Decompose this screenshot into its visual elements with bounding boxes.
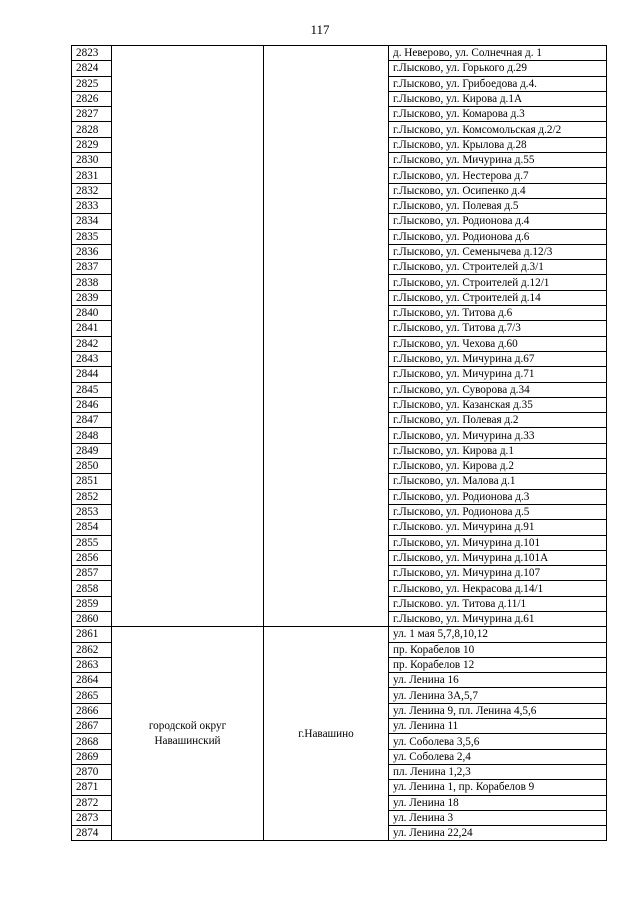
address-table-body bbox=[72, 46, 607, 841]
row-number: 2851 bbox=[72, 474, 112, 489]
row-number: 2853 bbox=[72, 504, 112, 519]
row-number: 2835 bbox=[72, 229, 112, 244]
address-cell: г.Лысково, ул. Строителей д.14 bbox=[389, 290, 607, 305]
address-cell: г.Лысково, ул. Полевая д.5 bbox=[389, 198, 607, 213]
address-cell: ул. Ленина 11 bbox=[389, 719, 607, 734]
address-cell: ул. Ленина 16 bbox=[389, 673, 607, 688]
row-number: 2855 bbox=[72, 535, 112, 550]
row-number: 2838 bbox=[72, 275, 112, 290]
address-cell: д. Неверово, ул. Солнечная д. 1 bbox=[389, 46, 607, 61]
row-number: 2864 bbox=[72, 673, 112, 688]
address-cell: пр. Корабелов 10 bbox=[389, 642, 607, 657]
address-cell: ул. Ленина 3 bbox=[389, 810, 607, 825]
address-cell: г.Лысково, ул. Строителей д.12/1 bbox=[389, 275, 607, 290]
row-number: 2854 bbox=[72, 520, 112, 535]
address-cell: г.Лысково, ул. Строителей д.3/1 bbox=[389, 260, 607, 275]
row-number: 2848 bbox=[72, 428, 112, 443]
row-number: 2836 bbox=[72, 244, 112, 259]
row-number: 2867 bbox=[72, 719, 112, 734]
address-cell: г.Лысково, ул. Мичурина д.107 bbox=[389, 566, 607, 581]
row-number: 2866 bbox=[72, 703, 112, 718]
row-number: 2859 bbox=[72, 596, 112, 611]
row-number: 2826 bbox=[72, 91, 112, 106]
address-cell: г.Лысково, ул. Мичурина д.67 bbox=[389, 351, 607, 366]
row-number: 2823 bbox=[72, 46, 112, 61]
address-cell: г.Лысково, ул. Некрасова д.14/1 bbox=[389, 581, 607, 596]
row-number: 2839 bbox=[72, 290, 112, 305]
row-number: 2849 bbox=[72, 443, 112, 458]
row-number: 2856 bbox=[72, 550, 112, 565]
address-cell: г.Лысково, ул. Казанская д.35 bbox=[389, 397, 607, 412]
district-cell bbox=[112, 46, 264, 627]
address-cell: г.Лысково, ул. Комарова д.3 bbox=[389, 107, 607, 122]
page-number: 117 bbox=[310, 22, 330, 37]
address-cell: г.Лысково, ул. Мичурина д.101 bbox=[389, 535, 607, 550]
row-number: 2869 bbox=[72, 749, 112, 764]
address-cell: г.Лысково, ул. Титова д.6 bbox=[389, 306, 607, 321]
address-cell: ул. Ленина 3А,5,7 bbox=[389, 688, 607, 703]
address-cell: г.Лысково, ул. Родионова д.4 bbox=[389, 214, 607, 229]
row-number: 2865 bbox=[72, 688, 112, 703]
row-number: 2871 bbox=[72, 780, 112, 795]
row-number: 2840 bbox=[72, 306, 112, 321]
address-cell: г.Лысково, ул. Мичурина д.71 bbox=[389, 367, 607, 382]
address-cell: г.Лысково, ул. Горького д.29 bbox=[389, 61, 607, 76]
row-number: 2831 bbox=[72, 168, 112, 183]
address-cell: г.Лысково, ул. Мичурина д.55 bbox=[389, 153, 607, 168]
address-cell: г.Лысково, ул. Чехова д.60 bbox=[389, 336, 607, 351]
district-cell bbox=[112, 627, 264, 841]
settlement-cell: г.Навашино bbox=[264, 627, 389, 841]
row-number: 2850 bbox=[72, 459, 112, 474]
address-cell: ул. Ленина 9, пл. Ленина 4,5,6 bbox=[389, 703, 607, 718]
address-cell: г.Лысково, ул. Суворова д.34 bbox=[389, 382, 607, 397]
row-number: 2858 bbox=[72, 581, 112, 596]
address-cell: ул. Соболева 3,5,6 bbox=[389, 734, 607, 749]
row-number: 2847 bbox=[72, 413, 112, 428]
address-cell: г.Лысково, ул. Кирова д.1 bbox=[389, 443, 607, 458]
row-number: 2852 bbox=[72, 489, 112, 504]
address-table bbox=[71, 45, 607, 841]
address-cell: г.Лысково, ул. Титова д.7/3 bbox=[389, 321, 607, 336]
row-number: 2830 bbox=[72, 153, 112, 168]
row-number: 2860 bbox=[72, 611, 112, 626]
row-number: 2841 bbox=[72, 321, 112, 336]
address-cell: г.Лысково, ул. Мичурина д.101А bbox=[389, 550, 607, 565]
district-name-line: Навашинский bbox=[154, 734, 221, 747]
row-number: 2827 bbox=[72, 107, 112, 122]
address-cell: г.Лысково, ул. Кирова д.1А bbox=[389, 91, 607, 106]
row-number: 2824 bbox=[72, 61, 112, 76]
address-cell: г.Лысково, ул. Мичурина д.61 bbox=[389, 611, 607, 626]
row-number: 2862 bbox=[72, 642, 112, 657]
address-cell: г.Лысково, ул. Малова д.1 bbox=[389, 474, 607, 489]
address-cell: г.Лысково, ул. Осипенко д.4 bbox=[389, 183, 607, 198]
row-number: 2870 bbox=[72, 764, 112, 779]
row-number: 2833 bbox=[72, 198, 112, 213]
address-cell: ул. Ленина 1, пр. Корабелов 9 bbox=[389, 780, 607, 795]
settlement-cell bbox=[264, 46, 389, 627]
address-cell: г.Лысково, ул. Крылова д.28 bbox=[389, 137, 607, 152]
row-number: 2863 bbox=[72, 657, 112, 672]
row-number: 2845 bbox=[72, 382, 112, 397]
row-number: 2832 bbox=[72, 183, 112, 198]
table-row bbox=[72, 46, 607, 61]
address-cell: г.Лысково. ул. Мичурина д.91 bbox=[389, 520, 607, 535]
district-name-line: городской округ bbox=[148, 719, 227, 732]
row-number: 2844 bbox=[72, 367, 112, 382]
row-number: 2825 bbox=[72, 76, 112, 91]
row-number: 2874 bbox=[72, 826, 112, 841]
row-number: 2872 bbox=[72, 795, 112, 810]
row-number: 2868 bbox=[72, 734, 112, 749]
address-cell: г.Лысково, ул. Кирова д.2 bbox=[389, 459, 607, 474]
row-number: 2842 bbox=[72, 336, 112, 351]
row-number: 2828 bbox=[72, 122, 112, 137]
address-cell: ул. Соболева 2,4 bbox=[389, 749, 607, 764]
row-number: 2857 bbox=[72, 566, 112, 581]
address-cell: г.Лысково, ул. Родионова д.3 bbox=[389, 489, 607, 504]
address-cell: г.Лысково, ул. Комсомольская д.2/2 bbox=[389, 122, 607, 137]
row-number: 2846 bbox=[72, 397, 112, 412]
address-cell: г.Лысково, ул. Полевая д.2 bbox=[389, 413, 607, 428]
table-row bbox=[72, 627, 607, 642]
address-cell: г.Лысково, ул. Родионова д.5 bbox=[389, 504, 607, 519]
address-cell: г.Лысково, ул. Мичурина д.33 bbox=[389, 428, 607, 443]
address-cell: ул. Ленина 22,24 bbox=[389, 826, 607, 841]
address-cell: г.Лысково, ул. Нестерова д.7 bbox=[389, 168, 607, 183]
row-number: 2861 bbox=[72, 627, 112, 642]
address-cell: пр. Корабелов 12 bbox=[389, 657, 607, 672]
row-number: 2837 bbox=[72, 260, 112, 275]
address-cell: г.Лысково, ул. Грибоедова д.4. bbox=[389, 76, 607, 91]
row-number: 2873 bbox=[72, 810, 112, 825]
address-cell: г.Лысково, ул. Родионова д.6 bbox=[389, 229, 607, 244]
address-cell: пл. Ленина 1,2,3 bbox=[389, 764, 607, 779]
address-cell: ул. 1 мая 5,7,8,10,12 bbox=[389, 627, 607, 642]
row-number: 2829 bbox=[72, 137, 112, 152]
address-cell: ул. Ленина 18 bbox=[389, 795, 607, 810]
row-number: 2834 bbox=[72, 214, 112, 229]
address-cell: г.Лысково. ул. Титова д.11/1 bbox=[389, 596, 607, 611]
row-number: 2843 bbox=[72, 351, 112, 366]
address-cell: г.Лысково, ул. Семенычева д.12/3 bbox=[389, 244, 607, 259]
